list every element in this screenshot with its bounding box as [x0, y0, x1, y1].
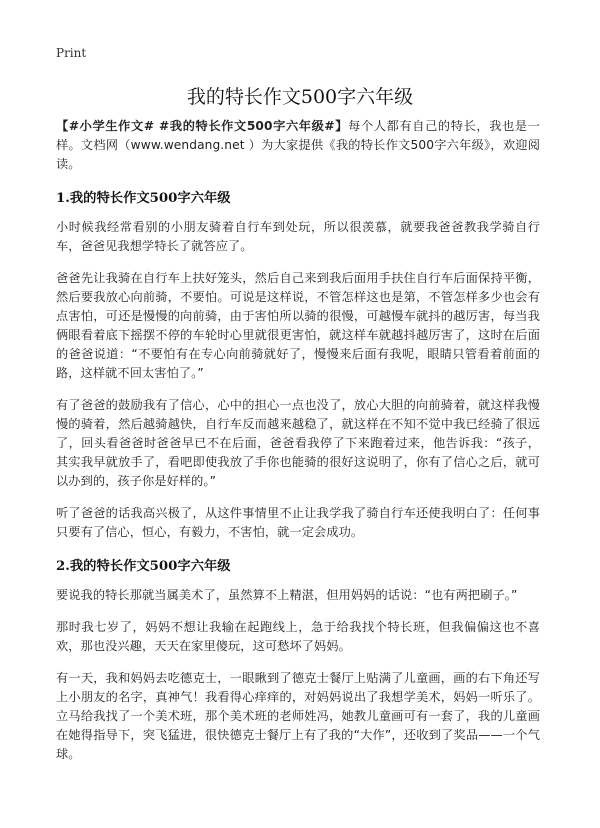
paragraph: 要说我的特长那就当属美术了，虽然算不上精湛，但用妈妈的话说：“也有两把刷子。” [56, 588, 518, 602]
paragraph: 那时我七岁了，妈妈不想让我输在起跑线上，急于给我找个特长班，但我偏偏这也不喜欢，那也没兴趣，天天在家里傻玩，这可愁坏了妈妈。 [56, 620, 540, 653]
paragraph: 爸爸先让我骑在自行车上扶好笼头，然后自己来到我后面用手扶住自行车后面保持平衡，然后要我放心向前骑，不要怕。可说是这样说，不管怎样这也是第，不管怎样多少也会有点害怕，可还是慢慢的向前骑，由于害怕所以骑的很慢，可越慢车就抖的越厉害，每当我俩眼看着底下摇摆不停的车轮时心里就很更害怕，就这样车就越抖越厉害了，这时在后面的爸爸说道：“不要怕有在专心向前骑就好了，慢慢来后面有我呢，眼睛只管看着前面的路，这样就不回太害怕了。” [56, 271, 540, 380]
page-title: 我的特长作文500字六年级 [186, 86, 414, 108]
intro-tags: 【#小学生作文# #我的特长作文500字六年级#】 [56, 119, 349, 133]
paragraph: 有一天，我和妈妈去吃德克士，一眼瞅到了德克士餐厅上贴满了儿童画，画的右下角还写上小朋友的名字，真神气！我看得心痒痒的，对妈妈说出了我想学美术，妈妈一听乐了。立马给我找了一个美术班，那个美术班的老师姓冯，她教儿童画可有一套了，我的儿童画在她得指导下，突飞猛进，很快德克士餐厅上有了我的“大作”，还收到了奖品——一个气球。 [56, 671, 540, 761]
intro-text: 每个人都有自己的特长，我也是一样。文档网（www.wendang.net ）为大家提供《我的特长作文500字六年级》，欢迎阅读。 [56, 119, 541, 171]
document-body [56, 117, 540, 777]
intro-paragraph [56, 117, 540, 174]
paragraph: 有了爸爸的鼓励我有了信心，心中的担心一点也没了，放心大胆的向前骑着，就这样我慢慢的骑着，然后越骑越快，自行车反而越来越稳了，就这样在不知不觉中我已经骑了很远了，回头看爸爸时爸爸早已不在后面，爸爸看我停了下来跑着过来，他告诉我：“孩子，其实我早就放手了，看吧即使我放了手你也能骑的很好这说明了，你有了信心之后，就可以办到的，孩子你是好样的。” [56, 398, 540, 488]
print-label: Print [56, 46, 87, 60]
section-2 [56, 555, 540, 764]
paragraph: 小时候我经常看别的小朋友骑着自行车到处玩，所以很羡慕，就要我爸爸教我学骑自行车，爸爸见我想学特长了就答应了。 [56, 220, 540, 253]
section-heading: 1.我的特长作文500字六年级 [56, 191, 231, 206]
section-1 [56, 187, 540, 542]
paragraph: 听了爸爸的话我高兴极了，从这件事情里不止让我学我了骑自行车还使我明白了：任何事只要有了信心，恒心，有毅力，不害怕，就一定会成功。 [56, 506, 540, 539]
section-heading: 2.我的特长作文500字六年级 [56, 559, 231, 574]
